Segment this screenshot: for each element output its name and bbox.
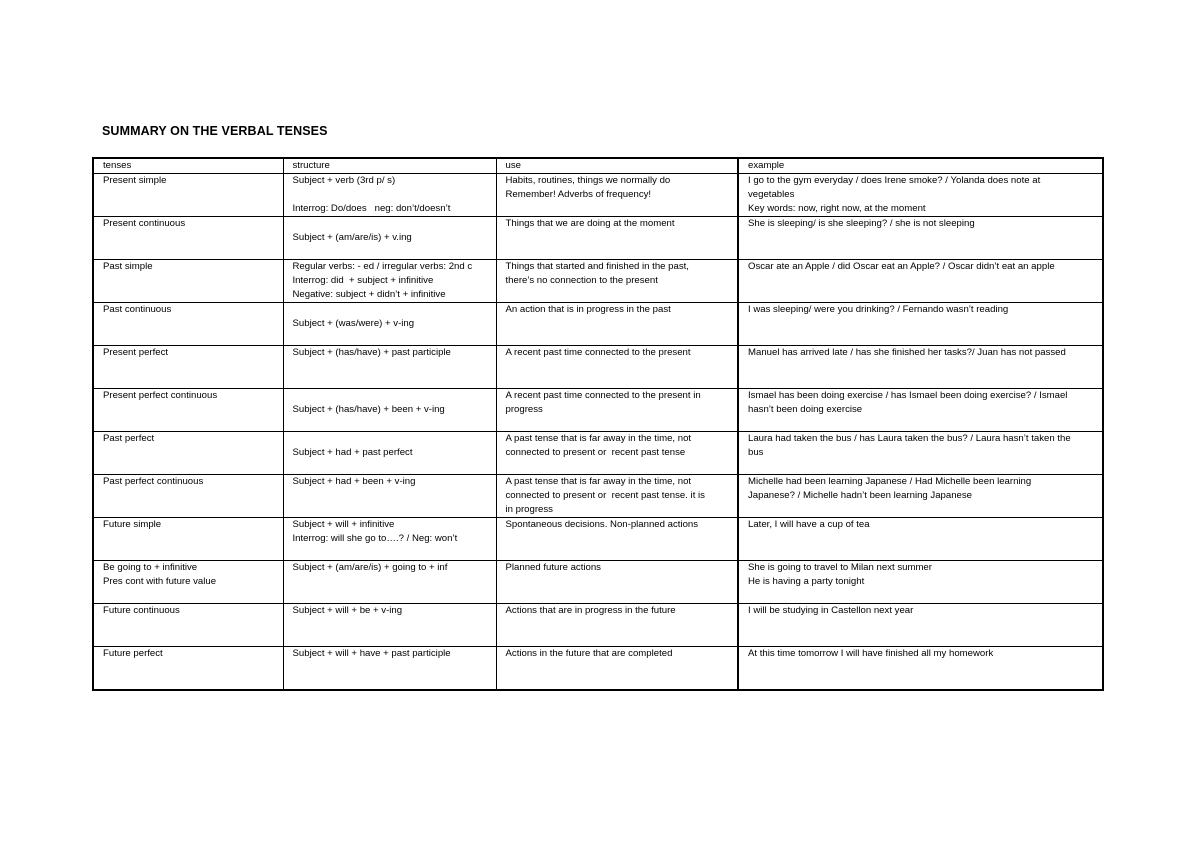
cell-text-line: A past tense that is far away in the time, not <box>505 476 692 487</box>
use-cell <box>496 303 738 346</box>
cell-text-line: Past continuous <box>103 304 172 315</box>
cell-text-line: Actions in the future that are completed <box>505 648 673 659</box>
cell-text-line: Oscar ate an Apple / did Oscar eat an Apple? / Oscar didn’t eat an apple <box>748 261 1055 272</box>
use-cell <box>496 432 738 475</box>
page-title: SUMMARY ON THE VERBAL TENSES <box>102 124 328 138</box>
table-row <box>93 389 1103 432</box>
cell-text-line: Regular verbs: - ed / irregular verbs: 2nd c <box>292 261 473 272</box>
table-row <box>93 604 1103 647</box>
table-row <box>93 561 1103 604</box>
cell-text-line: Subject + will + have + past participle <box>292 648 451 659</box>
cell-text-line: Present perfect <box>103 347 169 358</box>
table-row <box>93 518 1103 561</box>
example-cell <box>738 389 1103 432</box>
cell-text-line: A recent past time connected to the present <box>505 347 691 358</box>
tense-cell <box>93 303 283 346</box>
example-cell <box>738 604 1103 647</box>
use-cell <box>496 561 738 604</box>
table-row <box>93 303 1103 346</box>
structure-cell <box>283 346 496 389</box>
example-cell <box>738 260 1103 303</box>
use-cell <box>496 604 738 647</box>
cell-text-line: Things that started and finished in the past, <box>505 261 689 272</box>
cell-text-line: Subject + had + past perfect <box>292 447 413 458</box>
table-row <box>93 432 1103 475</box>
use-cell <box>496 260 738 303</box>
structure-cell <box>283 174 496 217</box>
structure-cell <box>283 475 496 518</box>
example-cell <box>738 432 1103 475</box>
cell-text-line: Subject + (am/are/is) + v.ing <box>292 232 412 243</box>
cell-text-line: Negative: subject + didn’t + infinitive <box>292 289 446 300</box>
example-cell <box>738 174 1103 217</box>
structure-cell <box>283 518 496 561</box>
tense-cell <box>93 432 283 475</box>
cell-text-line: there’s no connection to the present <box>505 275 658 286</box>
cell-text-line: Things that we are doing at the moment <box>505 218 675 229</box>
cell-text-line: Laura had taken the bus / has Laura taken the bus? / Laura hasn’t taken the <box>748 433 1071 444</box>
cell-text-line <box>293 217 492 231</box>
tense-cell <box>93 647 283 691</box>
use-cell <box>496 647 738 691</box>
cell-text-line: progress <box>505 404 543 415</box>
cell-text-line: Actions that are in progress in the future <box>505 605 676 616</box>
use-cell <box>496 346 738 389</box>
tense-cell <box>93 389 283 432</box>
tense-cell <box>93 174 283 217</box>
cell-text-line: connected to present or recent past tense <box>505 447 686 458</box>
cell-text-line: Subject + will + be + v-ing <box>292 605 403 616</box>
cell-text-line: Subject + (has/have) + been + v-ing <box>292 404 445 415</box>
cell-text-line: Michelle had been learning Japanese / Had Michelle been learning <box>748 476 1032 487</box>
cell-text-line: in progress <box>505 504 553 515</box>
cell-text-line: Present simple <box>103 175 167 186</box>
cell-text-line: I will be studying in Castellon next year <box>748 605 914 616</box>
cell-text-line: Spontaneous decisions. Non-planned actions <box>505 519 699 530</box>
table-row <box>93 475 1103 518</box>
cell-text-line: Habits, routines, things we normally do <box>505 175 671 186</box>
tense-cell <box>93 518 283 561</box>
table-row <box>93 647 1103 691</box>
header-example: example <box>738 158 1103 174</box>
cell-text-line: connected to present or recent past tense. it is <box>505 490 705 501</box>
structure-cell <box>283 303 496 346</box>
header-tenses: tenses <box>93 158 283 174</box>
table-header-row <box>93 158 1103 174</box>
cell-text-line: Interrog: Do/does neg: don’t/doesn’t <box>292 203 451 214</box>
cell-text-line: He is having a party tonight <box>748 576 865 587</box>
cell-text-line <box>293 188 492 202</box>
cell-text-line: Be going to + infinitive <box>103 562 198 573</box>
cell-text-line: She is going to travel to Milan next summer <box>748 562 932 573</box>
structure-cell <box>283 604 496 647</box>
tense-cell <box>93 604 283 647</box>
example-cell <box>738 303 1103 346</box>
structure-cell <box>283 561 496 604</box>
cell-text-line: bus <box>748 447 764 458</box>
use-cell <box>496 174 738 217</box>
cell-text-line: Past perfect <box>103 433 155 444</box>
structure-cell <box>283 389 496 432</box>
cell-text-line <box>293 303 492 317</box>
example-cell <box>738 217 1103 260</box>
cell-text-line: Future simple <box>103 519 162 530</box>
tense-cell <box>93 561 283 604</box>
header-structure: structure <box>283 158 496 174</box>
cell-text-line: An action that is in progress in the past <box>505 304 671 315</box>
cell-text-line: I was sleeping/ were you drinking? / Fernando wasn’t reading <box>748 304 1009 315</box>
table-row <box>93 260 1103 303</box>
use-cell <box>496 475 738 518</box>
cell-text-line: Subject + (am/are/is) + going to + inf <box>292 562 448 573</box>
cell-text-line: Subject + will + infinitive <box>292 519 395 530</box>
cell-text-line: Subject + had + been + v-ing <box>292 476 416 487</box>
example-cell <box>738 475 1103 518</box>
example-cell <box>738 346 1103 389</box>
example-cell <box>738 561 1103 604</box>
table-row <box>93 346 1103 389</box>
table-body <box>93 174 1103 691</box>
structure-cell <box>283 647 496 691</box>
cell-text-line: Future perfect <box>103 648 163 659</box>
header-use: use <box>496 158 738 174</box>
example-cell <box>738 647 1103 691</box>
cell-text-line <box>293 432 492 446</box>
cell-text-line: A past tense that is far away in the time, not <box>505 433 692 444</box>
cell-text-line: Pres cont with future value <box>103 576 217 587</box>
tenses-table <box>92 157 1104 691</box>
cell-text-line: Past perfect continuous <box>103 476 204 487</box>
cell-text-line: Subject + verb (3rd p/ s) <box>292 175 396 186</box>
table-row <box>93 217 1103 260</box>
structure-cell <box>283 217 496 260</box>
cell-text-line: hasn’t been doing exercise <box>748 404 863 415</box>
cell-text-line: Present continuous <box>103 218 186 229</box>
example-cell <box>738 518 1103 561</box>
cell-text-line: Past simple <box>103 261 153 272</box>
cell-text-line: At this time tomorrow I will have finished all my homework <box>748 648 994 659</box>
use-cell <box>496 217 738 260</box>
cell-text-line: Present perfect continuous <box>103 390 218 401</box>
structure-cell <box>283 432 496 475</box>
use-cell <box>496 518 738 561</box>
tense-cell <box>93 475 283 518</box>
cell-text-line: Ismael has been doing exercise / has Ismael been doing exercise? / Ismael <box>748 390 1068 401</box>
cell-text-line: A recent past time connected to the present in <box>505 390 701 401</box>
tense-cell <box>93 260 283 303</box>
cell-text-line: Future continuous <box>103 605 180 616</box>
cell-text-line: Subject + (was/were) + v-ing <box>292 318 415 329</box>
cell-text-line: Subject + (has/have) + past participle <box>292 347 451 358</box>
structure-cell <box>283 260 496 303</box>
cell-text-line: Remember! Adverbs of frequency! <box>505 189 652 200</box>
table-row <box>93 174 1103 217</box>
cell-text-line <box>293 389 492 403</box>
cell-text-line: vegetables <box>748 189 795 200</box>
cell-text-line: Later, I will have a cup of tea <box>748 519 870 530</box>
cell-text-line: Key words: now, right now, at the moment <box>748 203 926 214</box>
cell-text-line: She is sleeping/ is she sleeping? / she is not sleeping <box>748 218 975 229</box>
cell-text-line: I go to the gym everyday / does Irene smoke? / Yolanda does note at <box>748 175 1041 186</box>
cell-text-line: Interrog: will she go to….? / Neg: won’t <box>292 533 458 544</box>
cell-text-line: Interrog: did + subject + infinitive <box>292 275 434 286</box>
cell-text-line: Manuel has arrived late / has she finished her tasks?/ Juan has not passed <box>748 347 1066 358</box>
tense-cell <box>93 346 283 389</box>
cell-text-line: Planned future actions <box>505 562 601 573</box>
tense-cell <box>93 217 283 260</box>
cell-text-line: Japanese? / Michelle hadn’t been learning Japanese <box>748 490 973 501</box>
use-cell <box>496 389 738 432</box>
